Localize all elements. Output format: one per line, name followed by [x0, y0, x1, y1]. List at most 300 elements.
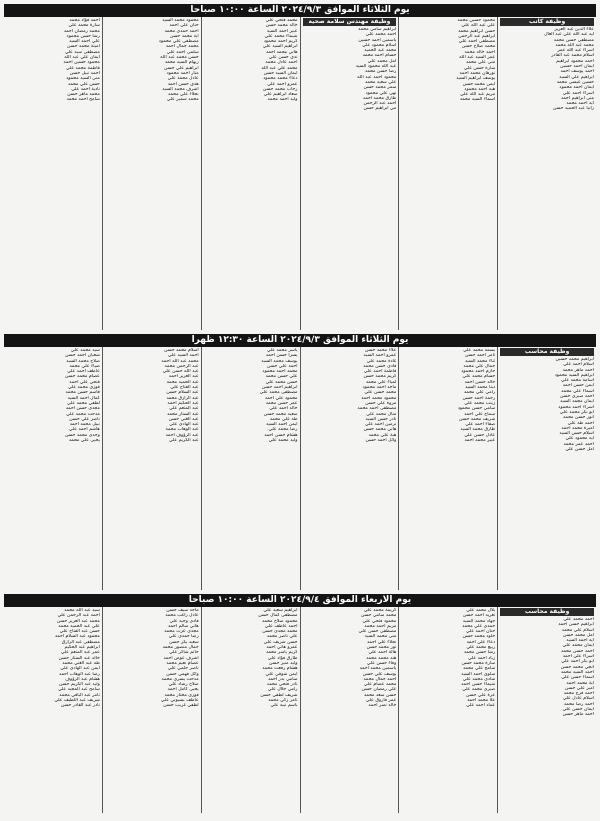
candidate-name: مدحت محمد علي: [66, 411, 100, 417]
candidate-name: ابو بكر محمد علي: [559, 409, 594, 415]
candidate-name: محمد فتحي علي: [265, 18, 298, 23]
candidate-name: يحيى علي محمد: [68, 438, 100, 444]
name-column: [4, 17, 102, 330]
candidate-name: حازم احمد محمود: [461, 369, 496, 375]
candidate-name: منى السيد محمود: [66, 76, 100, 82]
candidate-name: عادل محمد علي: [167, 76, 199, 82]
candidate-name: عاطف احمد علي: [67, 369, 100, 375]
candidate-name: حسن سعد محمد: [364, 692, 397, 698]
candidate-name: فتحي علي احمد: [69, 379, 100, 385]
candidate-name: عبد الفتاح علي: [170, 385, 199, 391]
candidate-name: شعبان احمد حسن: [65, 353, 100, 359]
candidate-name: تامر احمد حسن: [464, 353, 496, 359]
candidate-name: طه علي محمد: [269, 416, 298, 422]
candidate-name: اميرة محمد احمد: [561, 425, 594, 431]
candidate-name: بسمة محمد علي: [463, 348, 496, 353]
candidate-name: عبد الله محمود السيد: [355, 64, 397, 70]
candidate-name: وليد احمد محمد: [267, 97, 298, 103]
candidate-name: اية محمد احمد: [566, 680, 594, 686]
candidate-name: يوسف محمد السيد: [261, 358, 298, 364]
candidate-name: محمود عبد السلام احمد: [54, 634, 100, 640]
candidate-name: عبد الرازق محمد: [166, 395, 199, 401]
candidate-name: احمد محمود ابراهيم: [556, 58, 594, 64]
candidate-name: مصطفى احمد محمد: [357, 406, 397, 412]
name-columns: [4, 607, 596, 813]
candidate-name: يوسف علي حسن: [362, 671, 397, 677]
candidate-name: جمال علي محمد: [463, 363, 496, 369]
candidate-name: نادر فتحي محمد: [266, 682, 298, 688]
candidate-name: دينا محمد السيد: [465, 385, 496, 391]
candidate-name: ايمان محمد السيد: [560, 399, 594, 405]
candidate-name: منار احمد محمود: [166, 70, 199, 76]
candidate-name: فاطمة محمد علي: [65, 65, 100, 71]
candidate-name: اسلام محمد حسن: [164, 348, 199, 353]
candidate-name: مي ابراهيم حسن: [363, 106, 397, 112]
candidate-name: محمد مجدي حسن: [262, 629, 298, 635]
candidate-name: نادر حسن السيد: [365, 416, 397, 422]
candidate-name: خالد احمد علي: [269, 406, 298, 412]
candidate-name: وليد محمد علي: [268, 438, 298, 444]
candidate-name: اسراء احمد علي: [562, 90, 594, 96]
candidate-name: عبد الوهاب محمد: [165, 427, 199, 433]
candidate-name: ايمن حسن احمد: [562, 383, 594, 389]
candidate-name: رشا حسن محمود: [66, 33, 100, 39]
candidate-name: سعيد محمد حسن: [263, 411, 298, 417]
candidate-name: حنان احمد علي: [465, 629, 496, 635]
candidate-name: وفاء حسن علي: [366, 660, 397, 666]
candidate-name: ايمن محمد حسن: [462, 81, 496, 87]
candidate-name: نور محمد حسن: [366, 645, 397, 651]
candidate-name: مروة علي حسن: [365, 400, 397, 406]
candidate-name: طارق محمد السيد: [460, 427, 496, 433]
candidate-name: عمرو احمد علي: [267, 81, 298, 87]
candidate-name: مجدي عزت محمد: [164, 629, 199, 635]
candidate-name: ايمن شوقي علي: [265, 671, 298, 677]
candidate-name: امير علي حسن: [564, 685, 594, 691]
candidate-name: سامي بدر احمد: [267, 676, 298, 682]
candidate-name: عبد الستار محمد: [166, 411, 199, 417]
candidate-name: احمد يوسف احمد: [560, 69, 594, 75]
candidate-name: فادي حسن محمد: [363, 363, 397, 369]
candidate-name: ياسمين محمد احمد: [359, 666, 397, 672]
candidate-name: زياد احمد علي: [468, 655, 496, 661]
candidate-name: وائل احمد حسن: [365, 438, 397, 444]
candidate-name: احمد فرج محمد: [563, 691, 594, 697]
candidate-name: ريهام السيد محمد: [164, 60, 199, 66]
candidate-name: مصطفى علي محمود: [158, 39, 199, 45]
candidate-name: بلال محمد علي: [466, 608, 496, 613]
candidate-name: رامي علي محمد: [463, 390, 496, 396]
candidate-name: مصطفى حسن محمد: [553, 37, 594, 43]
candidate-name: رامي جلال علي: [267, 687, 298, 693]
candidate-name: ضياء علي محمد: [69, 363, 100, 369]
candidate-name: عبد المنعم علي: [169, 406, 199, 412]
candidate-name: كريم محمد حسن: [363, 374, 397, 380]
candidate-name: علا محمد احمد: [467, 698, 496, 704]
name-column: [201, 607, 300, 813]
candidate-name: محمد عبد الله احمد: [161, 358, 199, 364]
candidate-name: مصطفى حسن علي: [358, 629, 397, 635]
candidate-name: حسن عبد الفتاح علي: [59, 629, 100, 635]
candidate-name: شريف عبد اللطيف علي: [54, 698, 100, 704]
candidate-name: مصطفى عبد الرازق: [61, 639, 100, 645]
candidate-name: محمود حسين محمد: [457, 18, 496, 23]
candidate-name: عاطف بسيوني علي: [160, 698, 199, 704]
name-column: [497, 17, 596, 330]
candidate-name: اسامة محمد علي: [561, 378, 594, 384]
candidate-name: عصام نعيم محمد: [166, 660, 199, 666]
candidate-name: اسلام عادل علي: [562, 696, 594, 702]
candidate-name: اسراء علي احمد: [562, 654, 594, 660]
candidate-name: هشام رفعت محمد: [262, 666, 298, 672]
candidate-name: اشرف محمد السيد: [162, 86, 199, 92]
candidate-name: سيد محمد علي: [70, 348, 100, 353]
candidate-name: نهى علي محمود: [365, 90, 397, 96]
candidate-name: نجلاء علي احمد: [367, 639, 397, 645]
candidate-name: رحاب محمد حسن: [262, 86, 298, 92]
candidate-name: محمد ماهر حسن: [67, 92, 100, 98]
newspaper-page: [4, 4, 596, 813]
candidate-name: هند محمد محمد: [366, 655, 397, 661]
name-column: [497, 607, 596, 813]
candidate-name: شيماء حسن احمد: [461, 682, 496, 688]
candidate-name: علي احمد السيد: [69, 39, 100, 45]
candidate-name: حمدي علي محمد: [462, 623, 496, 629]
candidate-name: رضا محمد علي: [268, 427, 298, 433]
candidate-name: علي سعيد محمد: [364, 79, 397, 85]
name-columns: [4, 17, 596, 330]
candidate-name: ربيع محمد علي: [466, 645, 496, 651]
candidate-name: يحيى كامل احمد: [167, 687, 199, 693]
candidate-name: محمود علي احمد: [264, 395, 298, 401]
candidate-name: عمرو احمد السيد: [363, 353, 397, 359]
candidate-name: نرمين احمد علي: [364, 422, 397, 428]
name-column: [102, 347, 201, 590]
candidate-name: كريم ياسر محمد: [265, 650, 298, 656]
candidate-name: احمد خالد محمد: [464, 49, 496, 55]
candidate-name: احمد السيد محمد: [560, 669, 594, 675]
candidate-name: ابراهيم سامي محمد: [358, 27, 397, 32]
candidate-name: لطفي غريب حسن: [163, 703, 199, 709]
candidate-name: ايمان السيد حسن: [263, 70, 298, 76]
candidate-name: عمر حسن محمد: [265, 400, 298, 406]
candidate-name: سيد عبد الله محمد: [64, 608, 100, 613]
candidate-name: ايمان احمد محمود: [559, 85, 594, 91]
name-column: [300, 347, 399, 590]
candidate-name: مصطفى سيد علي: [64, 49, 100, 55]
candidate-name: منال محمد علي: [366, 411, 397, 417]
candidate-name: شيماء محمد علي: [264, 33, 298, 39]
candidate-name: احمد نبيل حسن: [69, 70, 100, 76]
candidate-name: اشرف عوض احمد: [163, 655, 199, 661]
candidate-name: ابراهيم عبد الحكيم: [64, 645, 100, 651]
candidate-name: ابراهيم عبد الرحمن: [458, 33, 496, 39]
candidate-name: خالد محمد حسن: [265, 23, 298, 29]
candidate-name: اسماء السيد محمد: [459, 97, 496, 103]
candidate-name: احمد علي حسن: [266, 363, 298, 369]
candidate-name: احمد ماهر حسن: [562, 712, 594, 718]
name-column: [398, 347, 497, 590]
name-columns: [4, 347, 596, 590]
schedule-banner: يوم الثلاثاء الموافق ٢٠٢٤/٩/٣ الساعة ١٢:٣٠ ظهرا: [4, 334, 596, 347]
candidate-name: عبد الهادي علي: [169, 422, 199, 428]
name-column: [201, 347, 300, 590]
job-title-header: وظيفة محاسب: [500, 608, 594, 616]
candidate-name: محمد سمير علي: [166, 97, 199, 103]
candidate-name: ماجد سيف حسن: [166, 608, 199, 613]
candidate-name: رضا حمدي علي: [168, 634, 199, 640]
name-column: [497, 347, 596, 590]
name-column: [4, 347, 102, 590]
candidate-name: اسلام محمود علي: [362, 42, 397, 48]
candidate-name: سلوى احمد السيد: [461, 671, 496, 677]
name-column: [300, 607, 399, 813]
candidate-name: سامح عبد المجيد علي: [58, 687, 100, 693]
candidate-name: وائل فهمي حسن: [166, 671, 199, 677]
candidate-name: عمر السيد عبد الله: [459, 55, 496, 61]
candidate-name: عبد السلام حسن: [166, 390, 199, 396]
candidate-name: صلاح رشاد علي: [168, 682, 199, 688]
candidate-name: هاني محمد احمد: [265, 49, 298, 55]
candidate-name: هبة علي محمد: [368, 432, 397, 438]
candidate-name: صلاح محمد السيد: [66, 358, 100, 364]
candidate-name: هبه احمد محمود: [464, 86, 496, 92]
candidate-name: هاني محمد حسن: [363, 427, 397, 433]
candidate-name: هاني سالم احمد: [167, 623, 199, 629]
candidate-name: ايمن عبد الهادي علي: [60, 666, 100, 672]
candidate-name: لطفي محمد علي: [67, 400, 100, 406]
candidate-name: نادية احمد علي: [71, 86, 100, 92]
candidate-name: علي عبد الله علي: [461, 23, 496, 29]
candidate-name: محمد سامي حسن: [360, 613, 397, 619]
candidate-name: اية محمد حسن: [169, 33, 199, 39]
candidate-name: مصطفى محمد علي: [259, 390, 298, 396]
job-title-header: وظيفة محاسب: [500, 348, 594, 356]
candidate-name: سمر محمد حسن: [363, 85, 397, 91]
candidate-name: احمد فؤاد محمد: [69, 18, 100, 23]
candidate-name: فوزي مختار محمد: [164, 692, 199, 698]
candidate-name: محمود فتحي علي: [362, 618, 397, 624]
candidate-name: احمد حسن محمد: [560, 648, 594, 654]
candidate-name: اسلام محمد عبد القادر: [551, 53, 594, 59]
candidate-name: شريف لطفي حسن: [260, 692, 298, 698]
candidate-name: عبد الحكيم احمد: [167, 400, 199, 406]
candidate-name: محمود صلاح محمد: [261, 618, 298, 624]
candidate-name: انور حسن محمد: [563, 415, 594, 421]
candidate-name: خالد نصر احمد: [368, 703, 397, 709]
candidate-name: ابراهيم علي حسن: [164, 65, 199, 71]
candidate-name: سارة محمد حسن: [461, 660, 496, 666]
candidate-name: عادل راغب محمد: [165, 613, 199, 619]
candidate-name: ابراهيم السيد علي: [262, 44, 298, 50]
candidate-name: تغريد احمد حسن: [462, 613, 496, 619]
candidate-name: اسلام علي محمد: [561, 627, 594, 633]
candidate-name: ماجد احمد محمود: [362, 385, 397, 391]
candidate-name: عبير محمد احمد: [464, 438, 496, 444]
candidate-name: علاء محمد حسن: [364, 348, 397, 353]
candidate-name: ابراهيم علي السيد: [559, 74, 594, 80]
exam-schedule-section-3: [4, 594, 596, 813]
candidate-name: هشام حسن احمد: [264, 432, 298, 438]
candidate-name: ندى حسن علي: [268, 55, 298, 61]
candidate-name: باسم نبيه علي: [270, 703, 298, 709]
candidate-name: احمد جمال محمد: [363, 676, 397, 682]
candidate-name: هالة احمد علي: [368, 650, 397, 656]
exam-schedule-section-2: [4, 334, 596, 590]
candidate-name: حنان علي احمد: [169, 23, 199, 29]
candidate-name: سارة محمد علي: [68, 23, 100, 29]
candidate-name: رحمة احمد حسن: [462, 395, 496, 401]
candidate-name: مريم احمد محمد: [364, 623, 397, 629]
candidate-name: صبري محمد علي: [462, 687, 496, 693]
candidate-name: ايمان علي عبد الله: [64, 55, 100, 61]
candidate-name: ايه احمد السيد: [566, 638, 594, 644]
name-column: [398, 607, 497, 813]
candidate-name: مصطفى احمد علي: [458, 39, 496, 45]
exam-schedule-section-1: [4, 4, 596, 330]
candidate-name: رضا حسن محمد: [364, 69, 397, 75]
candidate-name: سعاد ابراهيم علي: [263, 92, 298, 98]
candidate-name: احمد حمدي محمد: [164, 28, 199, 34]
candidate-name: وليد منير حسن: [268, 660, 298, 666]
candidate-name: علي عبد الحميد محمد: [58, 623, 100, 629]
candidate-name: محمد جمال احمد: [165, 44, 199, 50]
candidate-name: طارق فؤاد علي: [267, 655, 298, 661]
candidate-name: عمرو هاني احمد: [266, 645, 298, 651]
candidate-name: اسماء حسن علي: [561, 675, 594, 681]
candidate-name: كمال احمد السيد: [67, 395, 100, 401]
candidate-name: منى علي محمد: [465, 60, 496, 66]
candidate-name: خالد عبد الستار حسن: [58, 655, 100, 661]
candidate-name: سارة حسن علي: [463, 65, 496, 71]
candidate-name: ناصر علي حسن: [69, 416, 100, 422]
candidate-name: محمد رمضان احمد: [63, 28, 100, 34]
candidate-name: ابو بكر احمد علي: [561, 659, 594, 665]
candidate-name: غادة محمد علي: [366, 358, 397, 364]
candidate-name: عزة علي حسن: [466, 692, 496, 698]
job-title-header: وظيفة مهندس سلامة صحية: [303, 18, 397, 26]
candidate-name: ايمان احمد حسين: [560, 64, 594, 70]
candidate-name: عبد الرحمن محمد: [164, 363, 199, 369]
candidate-name: قاسم حسن محمد: [65, 390, 100, 396]
candidate-name: خالد حسن احمد: [464, 379, 496, 385]
candidate-name: يوسف ابراهيم السيد: [456, 76, 496, 82]
candidate-name: حسام احمد محمد: [362, 53, 397, 59]
schedule-banner: يوم الاربعاء الموافق ٢٠٢٤/٩/٤ الساعة ١٠:٠٠ صباحا: [4, 594, 596, 607]
candidate-name: فاطمة احمد علي: [363, 369, 397, 375]
candidate-name: حسام محمد علي: [462, 374, 496, 380]
candidate-name: محمود حسين احمد: [63, 60, 100, 66]
candidate-name: امينة محمد حسن: [67, 44, 100, 50]
candidate-name: علي ناصر محمد: [266, 634, 298, 640]
candidate-name: منى ابراهيم احمد: [560, 95, 594, 101]
candidate-name: جمال منصور محمد: [162, 645, 199, 651]
candidate-name: تامر عبد الباقي محمد: [59, 692, 100, 698]
candidate-name: سماح علي احمد: [464, 411, 496, 417]
candidate-name: محمد عبد الله محمد: [555, 42, 594, 48]
candidate-name: ايمان حسن علي: [562, 707, 594, 713]
name-column: [398, 17, 497, 330]
candidate-name: عبد العزيز احمد: [168, 374, 199, 380]
candidate-name: احمد رضا محمد: [563, 701, 594, 707]
candidate-name: حسن شريف علي: [263, 639, 298, 645]
name-column: [201, 17, 300, 330]
candidate-name: وجدي محمد حسن: [64, 432, 100, 438]
candidate-name: علي حسن محمد: [265, 374, 298, 380]
candidate-name: زينب محمد علي: [464, 400, 496, 406]
candidate-name: تامر زكي محمد: [268, 698, 298, 704]
candidate-name: كريم احمد محمود: [263, 39, 298, 45]
candidate-name: عبد الحميد محمد: [166, 379, 199, 385]
candidate-name: عبد الله حسن علي: [162, 369, 199, 375]
candidate-name: ايمن احمد السيد: [266, 422, 298, 428]
candidate-name: احمد طه علي: [567, 420, 594, 426]
candidate-name: عادل حسن علي: [464, 432, 496, 438]
candidate-name: احمد عمر محمد: [563, 441, 594, 447]
candidate-name: هشام عبد الرؤوف: [65, 676, 100, 682]
candidate-name: ابراهيم احمد حسن: [261, 385, 298, 391]
candidate-name: لمياء علي محمد: [365, 379, 397, 385]
candidate-name: مريم عبد الله علي: [460, 92, 496, 98]
candidate-name: محمد احمد محمود: [262, 369, 298, 375]
candidate-name: حسن محمد عبد الله: [160, 55, 199, 61]
candidate-name: مصطفى كمال حسن: [258, 613, 298, 619]
candidate-name: كريمة محمد علي: [363, 608, 397, 613]
candidate-name: مجدي حسن احمد: [65, 406, 100, 412]
candidate-name: دعاء علي احمد: [466, 639, 496, 645]
candidate-name: نجلاء علي محمد: [168, 92, 199, 98]
candidate-name: ايمان محمد علي: [562, 643, 594, 649]
candidate-name: سعيد بكر حسن: [169, 639, 199, 645]
candidate-name: حسن محمد علي: [265, 379, 298, 385]
candidate-name: ياسر محمد علي: [266, 348, 298, 353]
candidate-name: محمود محمد السيد: [162, 18, 199, 23]
candidate-name: رشا حسن محمد: [463, 650, 496, 656]
candidate-name: ايه عبد الله علي عبد العال: [544, 32, 594, 38]
candidate-name: عبد الكريم علي: [169, 438, 199, 444]
candidate-name: ابراهيم محمد حسين: [555, 357, 594, 362]
candidate-name: فادي وجيه علي: [169, 618, 199, 624]
candidate-name: خلود محمد حسن: [462, 634, 496, 640]
candidate-name: جهاد محمد السيد: [462, 618, 496, 624]
candidate-name: وليد عبد الكريم حسن: [59, 682, 100, 688]
candidate-name: عمر فاروق علي: [365, 698, 397, 704]
candidate-name: ايه محمود علي: [565, 436, 594, 442]
candidate-name: علي رمضان حسن: [361, 687, 397, 693]
schedule-banner: يوم الثلاثاء الموافق ٢٠٢٤/٩/٣ الساعة ١٠:٠٠ صباحا: [4, 4, 596, 17]
candidate-name: هدى حسن احمد: [167, 81, 199, 87]
candidate-name: علاء الدين عبد العزيز: [554, 27, 594, 32]
name-column: [102, 17, 201, 330]
candidate-name: شريف محمد حسن: [458, 416, 496, 422]
candidate-name: احمد عبد الرحمن علي: [57, 613, 100, 619]
name-column: [102, 607, 201, 813]
candidate-name: حسين عيسى محمد: [556, 79, 594, 85]
candidate-name: صفاء احمد علي: [465, 422, 496, 428]
candidate-name: رانيا عبد الحميد حسن: [552, 106, 594, 112]
candidate-name: عبد الرؤوف احمد: [165, 432, 199, 438]
candidate-name: محمود محمد احمد: [361, 395, 397, 401]
candidate-name: محمود احمد عبد الله: [357, 74, 397, 80]
candidate-name: ابراهيم سعيد علي: [263, 608, 298, 613]
candidate-name: نبيل محمد احمد: [69, 422, 100, 428]
candidate-name: احمد محمد علي: [563, 617, 594, 622]
job-title-header: وظيفة كاتب: [500, 18, 594, 26]
candidate-name: هاشم احمد علي: [68, 427, 100, 433]
candidate-name: ثناء محمد السيد: [464, 358, 496, 364]
candidate-name: اسراء احمد محمود: [558, 404, 594, 410]
candidate-name: منى محمد السيد: [364, 634, 397, 640]
